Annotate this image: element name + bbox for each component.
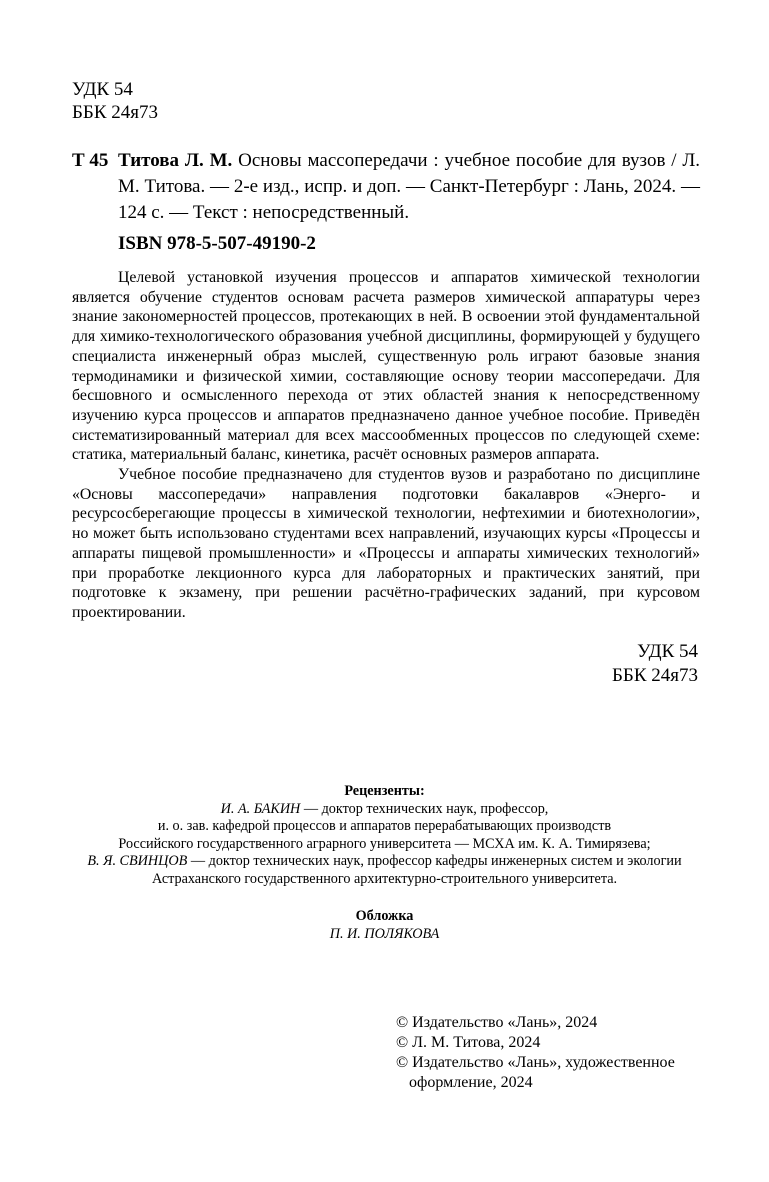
bibliographic-entry <box>118 148 700 226</box>
reviewer-2 <box>40 853 729 871</box>
reviewer-1-title: — доктор технических наук, профессор, <box>300 800 549 817</box>
reviewer-2-affiliation: Астраханского государственного архитектурно-строительного университета. <box>151 870 618 887</box>
annotation-paragraph-1: Целевой установкой изучения процессов и аппаратов химической технологии является обучение студентов основам расчета размеров химической аппаратуры через знание закономерностей процессов, протекающих в ней. В освоении этой фундаментальной для химико-технологического образования учебной дисциплины, формирующей у будущего специалиста инженерный образ мыслей, существенную роль играют базовые знания термодинамики и физической химии, составляющие основу теории массопередачи. Для бесшовного и осмысленного перехода от этих областей знания к непосредственному изучению курса процессов и аппаратов предназначено данное учебное пособие. Приведён систематизированный материал для всех массообменных процессов по следующей схеме: статика, материальный баланс, кинетика, расчёт основных размеров аппарата. <box>72 269 700 464</box>
reviewer-1-name: И. А. БАКИН <box>220 800 301 817</box>
author-name: Титова Л. М. <box>118 150 233 171</box>
annotation <box>72 268 700 623</box>
reviewers-block <box>40 783 729 889</box>
reviewer-2-name: В. Я. СВИНЦОВ <box>87 853 188 870</box>
udk-code: УДК 54 <box>72 79 133 100</box>
copyright-design-continued: оформление, 2024 <box>409 1074 533 1091</box>
classification-top <box>72 78 158 124</box>
classification-bottom <box>612 640 698 688</box>
copyright-block <box>396 1013 716 1093</box>
copyright-design: © Издательство «Лань», художественное <box>396 1054 675 1071</box>
cover-designer: П. И. ПОЛЯКОВА <box>329 925 440 942</box>
cover-credit <box>40 908 729 943</box>
bbk-code: ББК 24я73 <box>72 102 158 123</box>
bbk-code-bottom: ББК 24я73 <box>612 665 698 686</box>
reviewer-2-title: — доктор технических наук, профессор кафедры инженерных систем и экологии <box>187 853 682 870</box>
udk-code-bottom: УДК 54 <box>637 641 698 662</box>
reviewers-heading: Рецензенты: <box>344 783 425 799</box>
isbn: ISBN 978-5-507-49190-2 <box>118 233 316 254</box>
author-mark: Т 45 <box>72 150 109 171</box>
bibliographic-description: Основы массопередачи : учебное пособие для вузов / Л. М. Титова. — 2-е изд., испр. и доп. — Санкт-Петербург : Лань, 2024. — 124 с. — Текст : непосредственный. <box>118 150 701 223</box>
annotation-paragraph-2: Учебное пособие предназначено для студентов вузов и разработано по дисциплине «Основы массопередачи» направления подготовки бакалавров «Энерго- и ресурсосберегающие процессы в химической технологии, нефтехимии и биотехнологии», но может быть использовано студентами всех направлений, изучающих курсы «Процессы и аппараты пищевой промышленности» и «Процессы и аппараты химических технологий» при проработке лекционного курса для лабораторных и практических занятий, при подготовке к экзамену, при решении расчётно-графических заданий, при курсовом проектировании. <box>72 466 700 621</box>
reviewer-1-affiliation: Российского государственного аграрного университета — МСХА им. К. А. Тимирязева; <box>118 835 651 852</box>
reviewer-1 <box>40 801 729 819</box>
cover-heading: Обложка <box>355 908 414 924</box>
copyright-author: © Л. М. Титова, 2024 <box>396 1034 541 1051</box>
copyright-publisher: © Издательство «Лань», 2024 <box>396 1014 598 1031</box>
reviewer-1-position: и. о. зав. кафедрой процессов и аппаратов перерабатывающих производств <box>157 818 612 835</box>
catalog-record <box>72 148 700 226</box>
